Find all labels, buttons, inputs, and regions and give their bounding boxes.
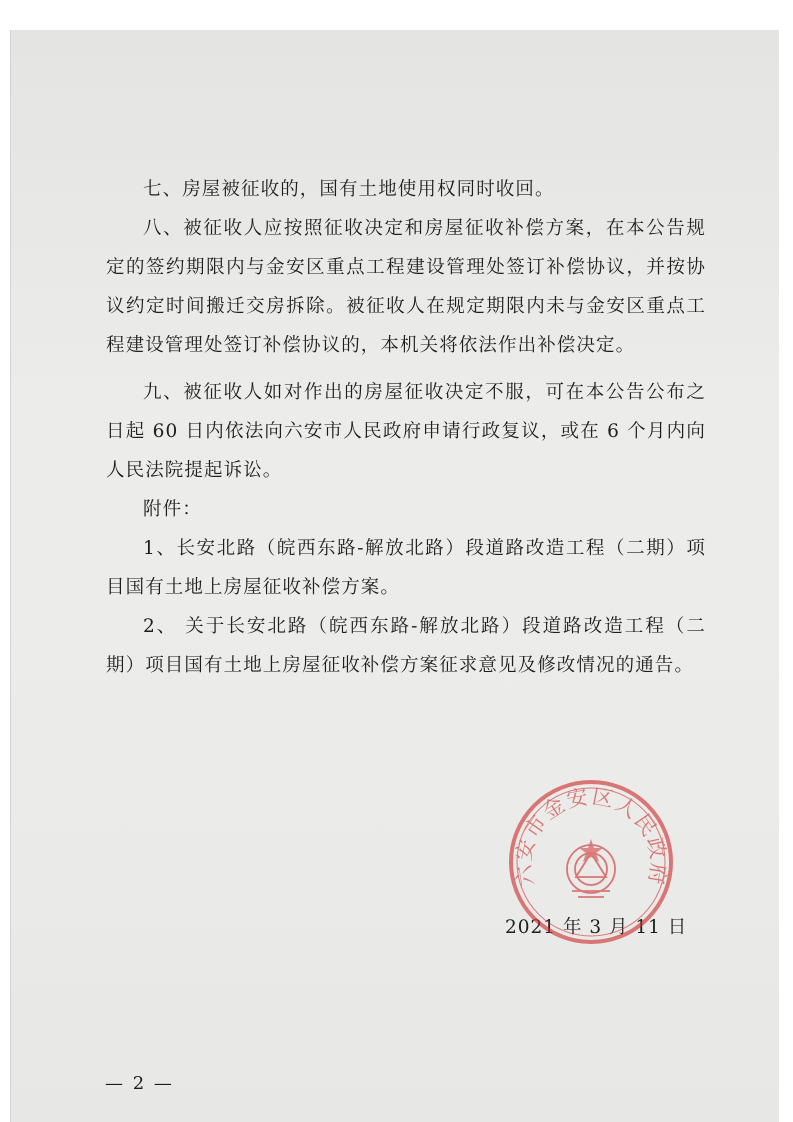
attachment-item: 2、 关于长安北路（皖西东路-解放北路）段道路改造工程（二期）项目国有土地上房屋征收补偿方案征求意见及修改情况的通告。 — [106, 616, 706, 676]
document-sheet — [10, 30, 779, 1122]
seal-text: 六安市金安区人民政府 — [511, 784, 671, 888]
paragraph-eight: 八、被征收人应按照征收决定和房屋征收补偿方案，在本公告规定的签约期限内与金安区重点工程建设管理处签订补偿协议，并按协议约定时间搬迁交房拆除。被征收人在规定期限内未与金安区重点工程建设管理处签订补偿协议的，本机关将依法作出补偿决定。 — [106, 218, 706, 356]
attachments-heading: 附件： — [143, 499, 202, 520]
paragraph-nine: 九、被征收人如对作出的房屋征收决定不服，可在本公告公布之日起 60 日内依法向六安市人民政府申请行政复议，或在 6 个月内向人民法院提起诉讼。 — [106, 382, 706, 481]
attachment-item: 1、长安北路（皖西东路-解放北路）段道路改造工程（二期）项目国有土地上房屋征收补偿方案。 — [106, 538, 706, 598]
issue-date: 2021 年 3 月 11 日 — [505, 917, 688, 938]
paragraph-seven: 七、房屋被征收的，国有土地使用权同时收回。 — [143, 179, 555, 200]
page-number: — 2 — — [105, 1073, 174, 1094]
document-body — [106, 170, 706, 685]
